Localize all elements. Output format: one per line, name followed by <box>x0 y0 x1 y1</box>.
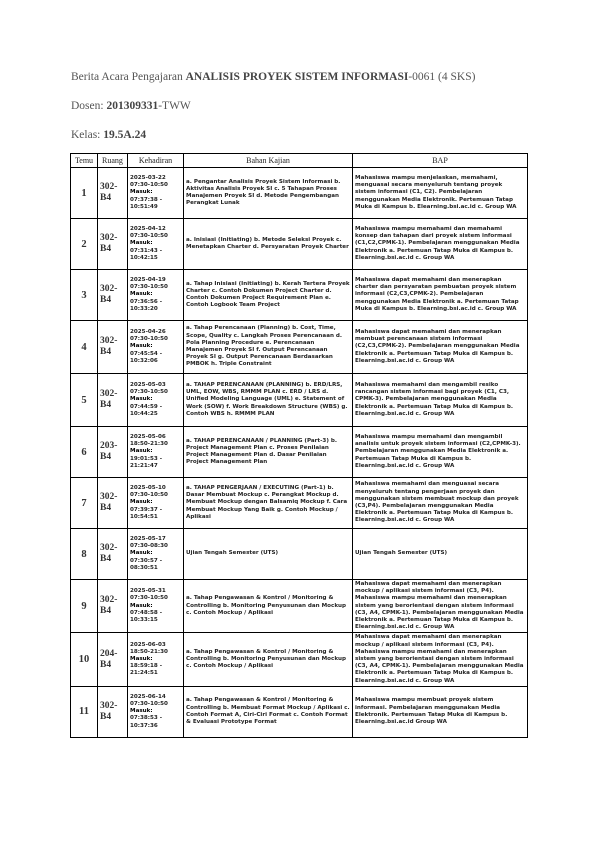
table-row <box>71 580 528 633</box>
bahan-kajian: a. Inisiasi (Initiating) b. Metode Seleksi Proyek c. Menetapkan Charter d. Persyaratan Proyek Charter <box>184 219 353 270</box>
table-row <box>71 168 528 219</box>
meeting-number: 9 <box>71 580 98 633</box>
session-date: 2025-05-31 <box>130 588 166 595</box>
attendance-cell <box>128 478 184 529</box>
attendance-cell <box>128 633 184 686</box>
session-date: 2025-04-26 <box>130 328 166 335</box>
class-value: 19.5A.24 <box>103 129 147 141</box>
check-in-time: 07:37:38 - <box>130 196 163 203</box>
check-out-time: 21:24:51 <box>130 670 158 677</box>
lecturer-suffix: -TWW <box>158 100 191 112</box>
room: 204-B4 <box>98 633 128 686</box>
session-date: 2025-04-12 <box>130 225 166 232</box>
room: 302-B4 <box>98 686 128 737</box>
col-header-kehadiran: Kehadiran <box>128 154 184 168</box>
bap-description: Mahasiswa mampu menjelaskan, memahami, menguasai secara menyeluruh tentang proyek sistem informasi (C1, C2). Pembelajaran menggunakan Media Elektronik. Pertemuan Tatap Muka di Kampus b. Elearning.bsi.ac.id c. Group WA <box>353 168 528 219</box>
check-in-time: 07:48:58 - <box>130 609 163 616</box>
bap-description: Mahasiswa dapat memahami dan menerapkan charter dan persyaratan pembuatan proyek sistem informasi (C2,C3,CPMK-2). Pembelajaran menggunakan Media Elektronik a. Pertemuan Tatap Muka di Kampus b. Elearning.bsi.ac.id c. Group WA <box>353 270 528 321</box>
session-time: 07:30-08:30 <box>130 543 168 550</box>
check-out-time: 08:30:51 <box>130 564 158 571</box>
course-name: ANALISIS PROYEK SISTEM INFORMASI <box>185 71 409 83</box>
col-header-temu: Temu <box>71 154 98 168</box>
check-out-time: 10:42:15 <box>130 254 158 261</box>
session-time: 07:30-10:50 <box>130 182 168 189</box>
bahan-kajian: a. Tahap Pengawasan & Kontrol / Monitoring & Controlling b. Membuat Format Mockup / Aplikasi c. Contoh Format A, Ciri-Ciri Format c. Contoh Format & Evaluasi Prototype Format <box>184 686 353 737</box>
bap-description: Mahasiswa mampu memahami dan mengambil analisis untuk proyek sistem informasi (C2,CPMK-3). Pembelajaran menggunakan Media Elektronik a. Pertemuan Tatap Muka di Kampus b. Elearning.bsi.ac.id c. Group WA <box>353 427 528 478</box>
check-in-time: 07:38:53 - <box>130 715 163 722</box>
session-date: 2025-04-19 <box>130 276 166 283</box>
check-in-label: Masuk: <box>130 708 153 715</box>
check-in-label: Masuk: <box>130 343 153 350</box>
col-header-bahan-kajian: Bahan Kajian <box>184 154 353 168</box>
check-out-time: 10:32:06 <box>130 357 158 364</box>
bap-description: Mahasiswa memahami dan menguasai secara menyeluruh tentang pengerjaan proyek dan menggunakan sistem membuat mockup dan proyek (C3,P4). Pembelajaran menggunakan Media Elektronik a. Pertemuan Tatap Muka di Kampus b. Elearning.bsi.ac.id c. Group WA <box>353 478 528 529</box>
title-prefix: Berita Acara Pengajaran <box>71 71 186 83</box>
room: 302-B4 <box>98 219 128 270</box>
room: 302-B4 <box>98 580 128 633</box>
bap-description: Mahasiswa dapat memahami dan menerapkan mockup / aplikasi sistem informasi (C3, P4). Mahasiswa mampu memahami dan menerapkan sistem yang berorientasi dengan sistem informasi (C3, A4, CPMK-1). Pembelajaran menggunakan Media Elektronik a. Pertemuan Tatap Muka di Kampus b. Elearning.bsi.ac.id c. Group WA <box>353 633 528 686</box>
check-in-time: 07:44:59 - <box>130 403 163 410</box>
meeting-number: 8 <box>71 529 98 580</box>
check-out-time: 10:44:25 <box>130 410 158 417</box>
check-in-time: 18:59:18 - <box>130 663 163 670</box>
session-date: 2025-05-17 <box>130 535 166 542</box>
meeting-number: 3 <box>71 270 98 321</box>
check-in-time: 19:01:53 - <box>130 455 163 462</box>
lecturer-label: Dosen: <box>71 100 107 112</box>
bap-description: Mahasiswa mampu memahami dan memahami konsep dan tahapan dari proyek sistem informasi (C1,C2,CPMK-1). Pembelajaran menggunakan Media Elektronik a. Pertemuan Tatap Muka di Kampus b. Elearning.bsi.ac.id c. Group WA <box>353 219 528 270</box>
room: 302-B4 <box>98 270 128 321</box>
session-date: 2025-05-10 <box>130 484 166 491</box>
attendance-cell <box>128 374 184 427</box>
session-time: 07:30-10:50 <box>130 701 168 708</box>
bap-description: Mahasiswa dapat memahami dan menerapkan membuat perencanaan sistem informasi (C2,C3,CPMK-2). Pembelajaran menggunakan Media Elektronik a. Pertemuan Tatap Muka di Kampus b. Elearning.bsi.ac.id c. Group WA <box>353 321 528 374</box>
bahan-kajian: a. TAHAP PERENCANAAN (PLANNING) b. ERD/LRS, UML, EOW, WBS, RMMM PLAN c. ERD / LRS d. Unified Modeling Language (UML) e. Statement of Work (SOW) f. Work Breakdown Structure (WBS) g. Contoh WBS h. RMMM PLAN <box>184 374 353 427</box>
table-row <box>71 321 528 374</box>
check-out-time: 10:54:51 <box>130 513 158 520</box>
room: 203-B4 <box>98 427 128 478</box>
bahan-kajian: Ujian Tengah Semester (UTS) <box>184 529 353 580</box>
meeting-number: 4 <box>71 321 98 374</box>
room: 302-B4 <box>98 168 128 219</box>
check-in-time: 07:45:54 - <box>130 350 163 357</box>
bahan-kajian: a. Tahap Inisiasi (Initiating) b. Kerah Tertera Proyek Charter c. Contoh Dokumen Project Charter d. Contoh Dokumen Project Requirement Plan e. Contoh Logbook Team Project <box>184 270 353 321</box>
bahan-kajian: a. Tahap Pengawasan & Kontrol / Monitoring & Controlling b. Monitoring Penyusunan dan Mockup c. Contoh Mockup / Aplikasi <box>184 580 353 633</box>
check-in-label: Masuk: <box>130 602 153 609</box>
table-row <box>71 374 528 427</box>
bahan-kajian: a. TAHAP PENGERJAAN / EXECUTING (Part-1) b. Dasar Membuat Mockup c. Perangkat Mockup d. Membuat Mockup dengan Balsamiq Mockup f. Cara Membuat Mockup Yang Baik g. Contoh Mockup / Aplikasi <box>184 478 353 529</box>
class-label: Kelas: <box>71 129 104 141</box>
session-date: 2025-05-06 <box>130 433 166 440</box>
table-row <box>71 478 528 529</box>
check-in-time: 07:39:37 - <box>130 506 163 513</box>
course-code: -0061 (4 SKS) <box>408 71 476 83</box>
room: 302-B4 <box>98 478 128 529</box>
check-in-label: Masuk: <box>130 550 153 557</box>
room: 302-B4 <box>98 374 128 427</box>
room: 302-B4 <box>98 321 128 374</box>
session-date: 2025-06-03 <box>130 641 166 648</box>
check-in-label: Masuk: <box>130 240 153 247</box>
room: 302-B4 <box>98 529 128 580</box>
meeting-number: 5 <box>71 374 98 427</box>
check-in-label: Masuk: <box>130 448 153 455</box>
check-in-label: Masuk: <box>130 189 153 196</box>
check-in-time: 07:31:43 - <box>130 247 163 254</box>
table-row <box>71 633 528 686</box>
attendance-cell <box>128 168 184 219</box>
meeting-number: 10 <box>71 633 98 686</box>
session-time: 07:30-10:50 <box>130 595 168 602</box>
attendance-cell <box>128 580 184 633</box>
lecturer-id: 201309331 <box>106 100 159 112</box>
session-date: 2025-06-14 <box>130 693 166 700</box>
attendance-cell <box>128 219 184 270</box>
table-row <box>71 529 528 580</box>
session-time: 07:30-10:50 <box>130 389 168 396</box>
session-time: 07:30-10:50 <box>130 284 168 291</box>
attendance-cell <box>128 529 184 580</box>
page-title <box>71 71 475 83</box>
check-out-time: 21:21:47 <box>130 462 158 469</box>
attendance-cell <box>128 686 184 737</box>
table-row <box>71 427 528 478</box>
session-time: 07:30-10:50 <box>130 233 168 240</box>
check-in-label: Masuk: <box>130 291 153 298</box>
session-date: 2025-03-22 <box>130 174 166 181</box>
check-in-label: Masuk: <box>130 656 153 663</box>
table-header-row <box>71 154 528 168</box>
attendance-cell <box>128 270 184 321</box>
table-row <box>71 219 528 270</box>
bap-description: Ujian Tengah Semester (UTS) <box>353 529 528 580</box>
meeting-number: 7 <box>71 478 98 529</box>
session-time: 07:30-10:50 <box>130 492 168 499</box>
bahan-kajian: a. Tahap Perencanaan (Planning) b. Cost, Time, Scope, Quality c. Langkah Proses Perencanaan d. Pola Planning Procedure e. Perencanaan Manajemen Proyek SI f. Output Perencanaan Proyek SI g. Output Perencanaan Berdasarkan PMBOK h. Triple Constraint <box>184 321 353 374</box>
bap-description: Mahasiswa dapat memahami dan menerapkan mockup / aplikasi sistem informasi (C3, P4). Mahasiswa mampu memahami dan menerapkan sistem yang berorientasi dengan sistem informasi (C3, A4, CPMK-1). Pembelajaran menggunakan Media Elektronik a. Pertemuan Tatap Muka di Kampus b. Elearning.bsi.ac.id c. Group WA <box>353 580 528 633</box>
table-row <box>71 686 528 737</box>
check-out-time: 10:33:20 <box>130 305 158 312</box>
session-date: 2025-05-03 <box>130 381 166 388</box>
attendance-cell <box>128 321 184 374</box>
table-row <box>71 270 528 321</box>
meeting-number: 1 <box>71 168 98 219</box>
session-time: 18:50-21:30 <box>130 441 168 448</box>
bahan-kajian: a. Tahap Pengawasan & Kontrol / Monitoring & Controlling b. Monitoring Penyusunan dan Mockup c. Contoh Mockup / Aplikasi <box>184 633 353 686</box>
check-in-label: Masuk: <box>130 396 153 403</box>
check-out-time: 10:51:49 <box>130 203 158 210</box>
table-body <box>71 168 528 738</box>
col-header-ruang: Ruang <box>98 154 128 168</box>
session-time: 18:50-21:30 <box>130 648 168 655</box>
attendance-cell <box>128 427 184 478</box>
check-in-label: Masuk: <box>130 499 153 506</box>
lecturer-line <box>71 100 191 112</box>
check-in-time: 07:36:56 - <box>130 298 163 305</box>
class-line <box>71 129 146 141</box>
attendance-table <box>70 153 528 738</box>
bap-description: Mahasiswa memahami dan mengambil resiko rancangan sistem informasi bagi proyek (C1, C3, CPMK-3). Pembelajaran menggunakan Media Elektronik a. Pertemuan Tatap Muka di Kampus b. Elearning.bsi.ac.id c. Group WA <box>353 374 528 427</box>
meeting-number: 6 <box>71 427 98 478</box>
check-out-time: 10:37:36 <box>130 722 158 729</box>
bahan-kajian: a. Pengantar Analisis Proyek Sistem Informasi b. Aktivitas Analisis Proyek SI c. 5 Tahapan Proses Manajemen Proyek SI d. Metode Pengembangan Perangkat Lunak <box>184 168 353 219</box>
session-time: 07:30-10:50 <box>130 336 168 343</box>
col-header-bap: BAP <box>353 154 528 168</box>
check-out-time: 10:33:15 <box>130 617 158 624</box>
bahan-kajian: a. TAHAP PERENCANAAN / PLANNING (Part-3) b. Project Management Plan c. Proses Penilaian Project Management Plan d. Dasar Penilaian Project Management Plan <box>184 427 353 478</box>
meeting-number: 2 <box>71 219 98 270</box>
bap-description: Mahasiswa mampu membuat proyek sistem informasi. Pembelajaran menggunakan Media Elektronik. Pertemuan Tatap Muka di Kampus b. Elearning.bsi.ac.id Group WA <box>353 686 528 737</box>
check-in-time: 07:30:57 - <box>130 557 163 564</box>
meeting-number: 11 <box>71 686 98 737</box>
